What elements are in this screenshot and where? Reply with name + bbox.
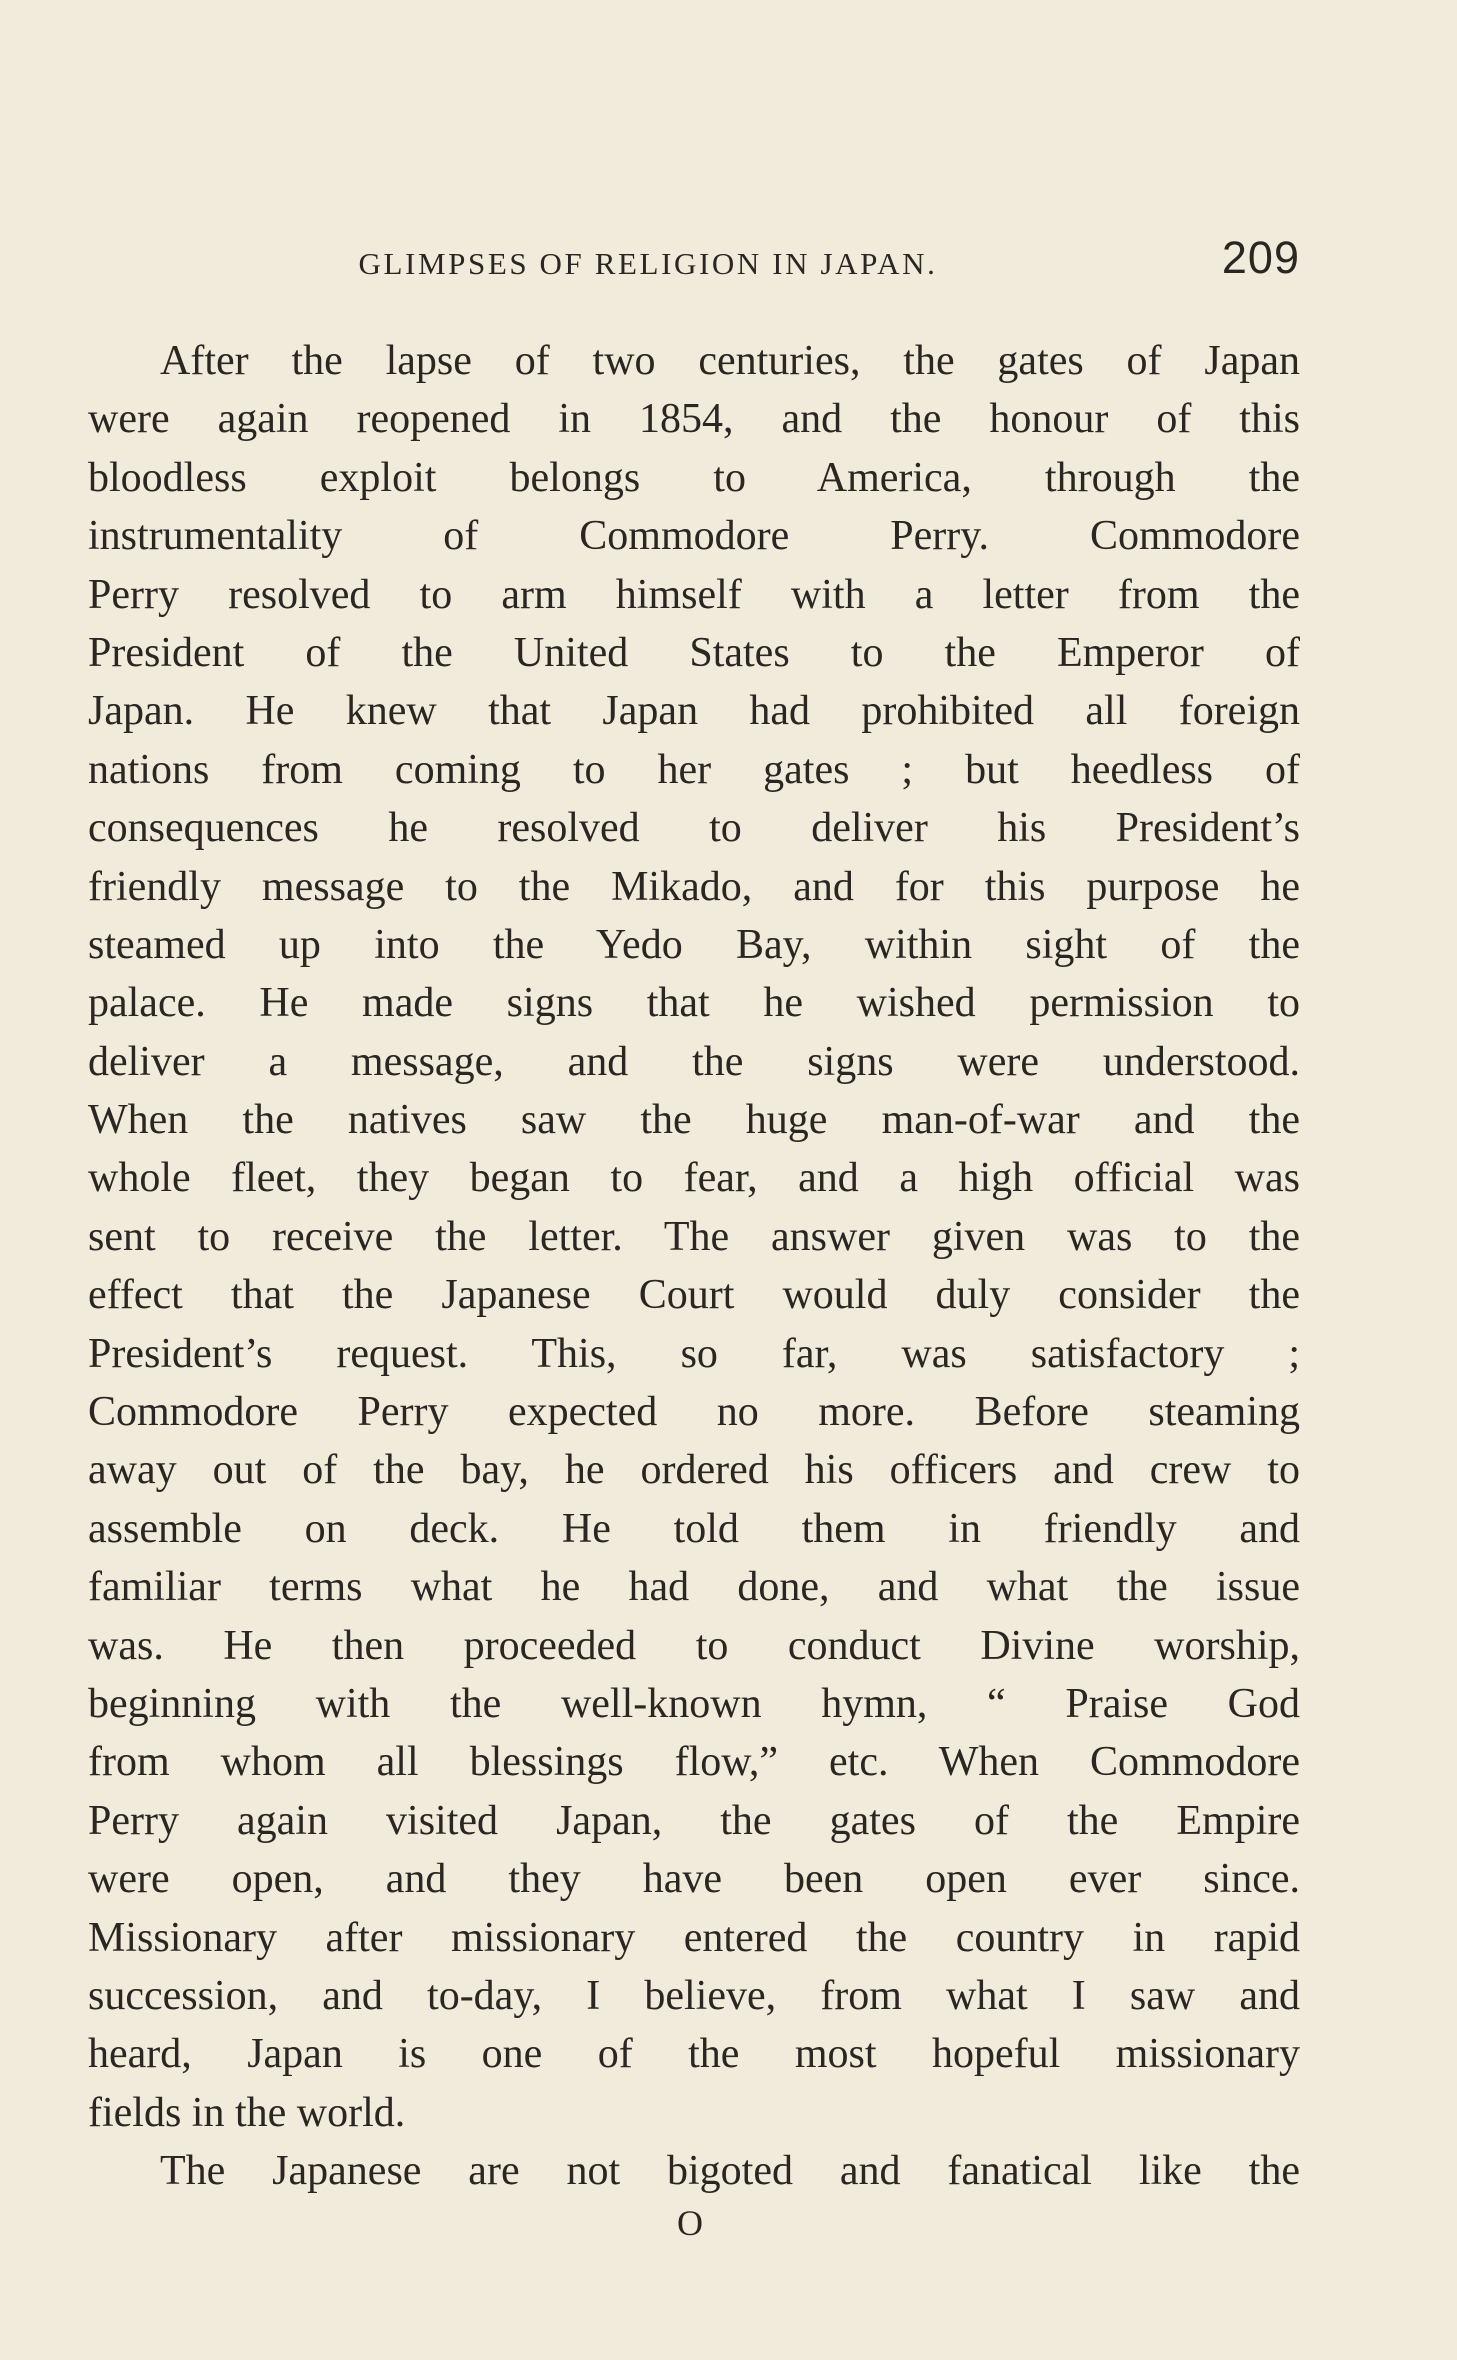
text-line: assemble on deck. He told them in friendly and (88, 1505, 1300, 1552)
text-line: When the natives saw the huge man-of-war and the (88, 1097, 1300, 1144)
body-text (88, 332, 1300, 2201)
text-line: consequences he resolved to deliver his President’s (88, 805, 1300, 852)
text-line: deliver a message, and the signs were understood. (88, 1038, 1300, 1085)
running-head-title: GLIMPSES OF RELIGION IN JAPAN. (358, 246, 938, 281)
text-line: succession, and to-day, I believe, from what I saw and (88, 1972, 1300, 2019)
text-line: from whom all blessings flow,” etc. When Commodore (88, 1739, 1300, 1786)
text-line: steamed up into the Yedo Bay, within sight of the (88, 921, 1300, 968)
text-line: beginning with the well-known hymn, “ Praise God (88, 1680, 1300, 1727)
text-line: Perry resolved to arm himself with a letter from the (88, 571, 1300, 618)
text-line: President of the United States to the Emperor of (88, 629, 1300, 676)
text-line: bloodless exploit belongs to America, through the (88, 454, 1300, 501)
text-line: friendly message to the Mikado, and for this purpose he (88, 863, 1300, 910)
text-line: Commodore Perry expected no more. Before steaming (88, 1389, 1300, 1436)
text-line: away out of the bay, he ordered his officers and crew to (88, 1447, 1300, 1494)
text-line: whole fleet, they began to fear, and a high official was (88, 1155, 1300, 1202)
text-line: familiar terms what he had done, and what the issue (88, 1564, 1300, 1611)
text-line: President’s request. This, so far, was satisfactory ; (88, 1330, 1300, 1377)
text-line: sent to receive the letter. The answer given was to the (88, 1213, 1300, 1260)
text-line: were again reopened in 1854, and the honour of this (88, 396, 1300, 443)
text-line: instrumentality of Commodore Perry. Commodore (88, 513, 1300, 560)
text-line: After the lapse of two centuries, the gates of Japan (160, 338, 1300, 384)
text-line: Japan. He knew that Japan had prohibited all foreign (88, 688, 1300, 735)
text-line: fields in the world. (88, 2089, 406, 2136)
text-line: Missionary after missionary entered the country in rapid (88, 1914, 1300, 1961)
text-line: was. He then proceeded to conduct Divine worship, (88, 1622, 1300, 1669)
text-line: The Japanese are not bigoted and fanatical like the (160, 2148, 1300, 2195)
text-line: were open, and they have been open ever since. (88, 1856, 1300, 1903)
text-line: heard, Japan is one of the most hopeful missionary (88, 2031, 1300, 2078)
page-number: 209 (1221, 232, 1300, 283)
text-line: nations from coming to her gates ; but heedless of (88, 746, 1300, 793)
signature-mark: O (677, 2203, 703, 2243)
running-head (88, 232, 1300, 296)
text-line: effect that the Japanese Court would duly consider the (88, 1272, 1300, 1319)
text-line: Perry again visited Japan, the gates of the Empire (88, 1797, 1300, 1844)
text-line: palace. He made signs that he wished permission to (88, 980, 1300, 1027)
